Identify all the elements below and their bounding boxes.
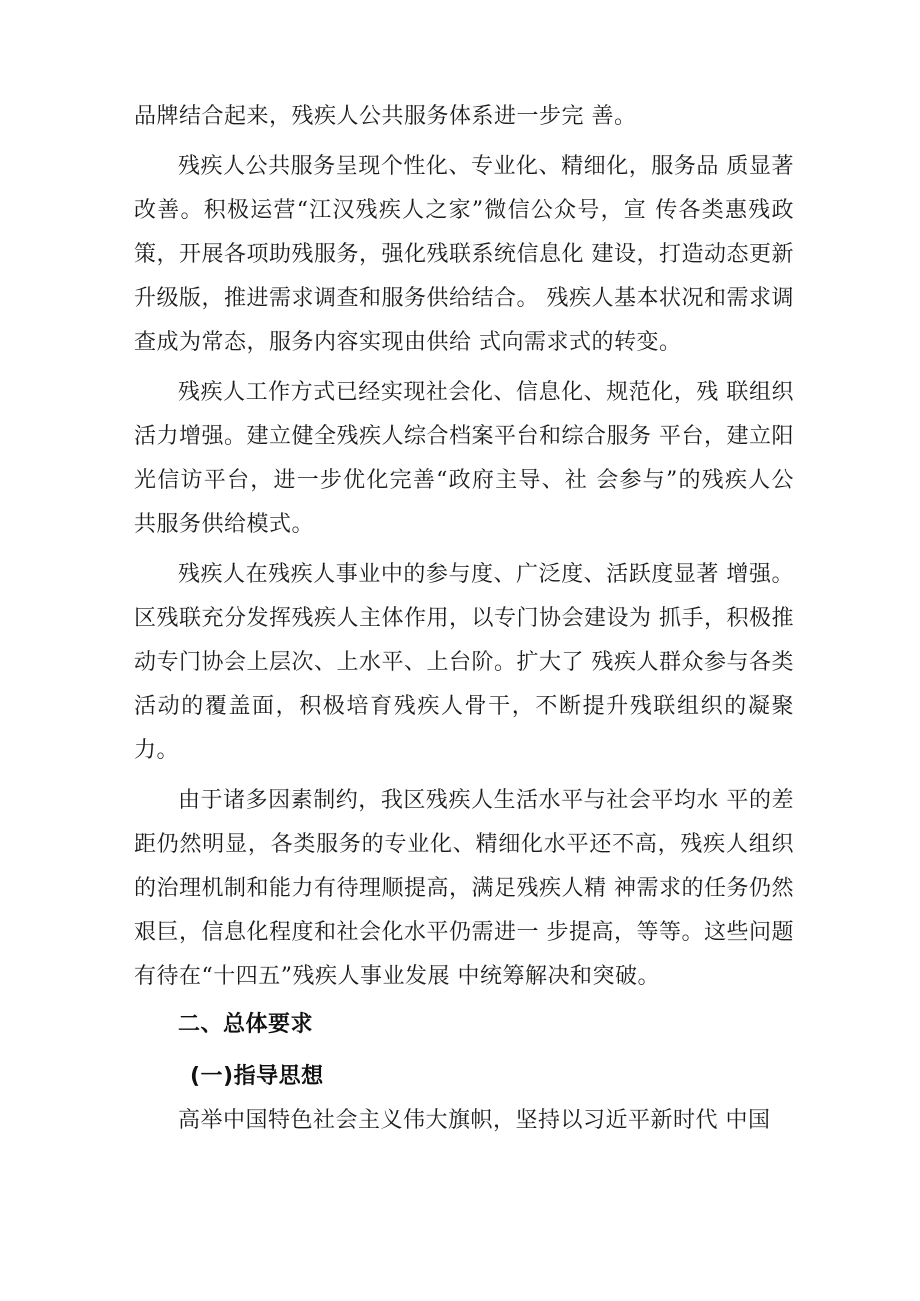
section-heading-overall-requirements: 二、总体要求 xyxy=(178,1012,314,1037)
subsection-heading-guiding-ideology: (一)指导思想 xyxy=(190,1064,324,1089)
paragraph-work-methods: 残疾人工作方式已经实现社会化、信息化、规范化，残 联组织活力增强。建立健全残疾人综合档案平台和综合服务 平台，建立阳光信访平台，进一步优化完善“政府主导、社 会参与”的残疾人公共服务供给模式。 xyxy=(134,380,794,537)
paragraph-participation: 残疾人在残疾人事业中的参与度、广泛度、活跃度显著 增强。区残联充分发挥残疾人主体作用，以专门协会建设为 抓手，积极推动专门协会上层次、上水平、上台阶。扩大了 残疾人群众参与各类活动的覆盖面，积极培育残疾人骨干，不断提升残联组织的凝聚力。 xyxy=(134,562,794,763)
document-body xyxy=(134,95,794,1143)
paragraph-guiding-ideology: 高举中国特色社会主义伟大旗帜，坚持以习近平新时代 中国 xyxy=(178,1108,771,1133)
paragraph-challenges: 由于诸多因素制约，我区残疾人生活水平与社会平均水 平的差距仍然明显，各类服务的专业化、精细化水平还不高，残疾人组织的治理机制和能力有待理顺提高，满足残疾人精 神需求的任务仍然艰巨，信息化程度和社会化水平仍需进一 步提高，等等。这些问题有待在“十四五”残疾人事业发展 中统筹解决和突破。 xyxy=(134,788,794,989)
paragraph-public-service: 残疾人公共服务呈现个性化、专业化、精细化，服务品 质显著改善。积极运营“江汉残疾人之家”微信公众号，宣 传各类惠残政策，开展各项助残服务，强化残联系统信息化 建设，打造动态更新升级版，推进需求调查和服务供给结合。 残疾人基本状况和需求调查成为常态，服务内容实现由供给 式向需求式的转变。 xyxy=(134,154,794,355)
paragraph-continuation: 品牌结合起来，残疾人公共服务体系进一步完 善。 xyxy=(134,104,637,129)
